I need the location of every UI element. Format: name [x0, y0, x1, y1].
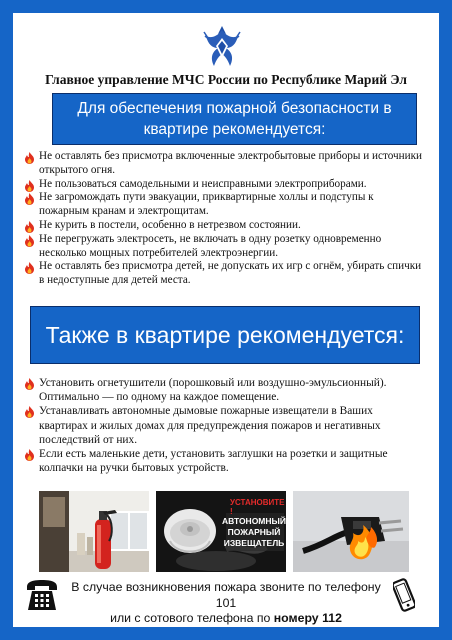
fire-extinguisher-icon [39, 491, 149, 572]
burning-plug-icon [293, 491, 409, 572]
list-item-text: Устанавливать автономные дымовые пожарные извещатели в Ваших квартирах и жилых домах для предупреждения пожаров и негативных последствий от них. [39, 405, 381, 446]
photo-burning-plug [293, 491, 409, 572]
list-item-text: Если есть маленькие дети, установить заглушки на розетки и защитные колпачки на ручки бытовых устройств. [39, 448, 388, 475]
photo-fire-extinguisher [39, 491, 149, 572]
list-item [24, 219, 424, 233]
flame-icon [24, 449, 35, 461]
list-item [24, 260, 424, 288]
flame-icon [24, 235, 35, 247]
flame-icon [24, 180, 35, 192]
emercom-emblem-icon [202, 24, 242, 70]
list-item-text: Не оставлять без присмотра включенные электробытовые приборы и источники открытого огня. [39, 150, 423, 176]
emergency-call-text [60, 580, 392, 627]
list-item-text: Не пользоваться самодельными и неисправными электроприборами. [39, 177, 367, 190]
list-item [24, 150, 424, 178]
section1-heading [52, 93, 417, 145]
flame-icon [24, 378, 35, 390]
list-item-text: Не курить в постели, особенно в нетрезвом состоянии. [39, 218, 301, 231]
section2-list [24, 376, 424, 475]
list-item-text: Установить огнетушители (порошковый или воздушно-эмульсионный). Оптимально — по одному на каждое помещение. [39, 377, 387, 404]
org-title: Главное управление МЧС России по Республике Марий Эл [45, 72, 407, 87]
flame-icon [24, 262, 35, 274]
mobile-phone-icon [393, 578, 415, 612]
list-item [24, 376, 424, 404]
detector-caption [222, 516, 286, 549]
list-item-text: Не оставлять без присмотра детей, не допускать их игр с огнём, убирать спички в недоступные для детей места. [39, 260, 422, 287]
list-item [24, 447, 424, 475]
detector-caption-top: УСТАНОВИТЕ ! [230, 498, 285, 516]
emergency-call-line1: В случае возникновения пожара звоните по телефону 101 [71, 580, 381, 610]
photo-smoke-detector [156, 491, 286, 572]
emergency-number: номеру 112 [273, 611, 342, 625]
list-item [24, 233, 424, 261]
emergency-call-line2 [60, 611, 392, 627]
detector-caption-line: ПОЖАРНЫЙ [227, 527, 281, 537]
list-item [24, 178, 424, 192]
emergency-call-line2-prefix: или с сотового телефона по [110, 611, 274, 625]
section1-list [24, 150, 424, 288]
flame-icon [24, 406, 35, 418]
flame-icon [24, 221, 35, 233]
flame-icon [24, 152, 35, 164]
list-item [24, 404, 424, 447]
flame-icon [24, 193, 35, 205]
detector-caption-line: АВТОНОМНЫЙ [222, 516, 286, 526]
list-item-text: Не загромождать пути эвакуации, приквартирные холлы и подступы к пожарным кранам и электрощитам. [39, 191, 374, 218]
section1-heading-line2: квартире рекомендуется: [143, 121, 326, 138]
list-item [24, 191, 424, 219]
list-item-text: Не перегружать электросеть, не включать в одну розетку одновременно несколько мощных потребителей электроэнергии. [39, 232, 382, 259]
section1-heading-line1: Для обеспечения пожарной безопасности в [77, 100, 392, 117]
detector-caption-line: ИЗВЕЩАТЕЛЬ [223, 538, 285, 548]
section2-heading: Также в квартире рекомендуется: [30, 306, 420, 364]
landline-phone-icon [24, 577, 60, 613]
